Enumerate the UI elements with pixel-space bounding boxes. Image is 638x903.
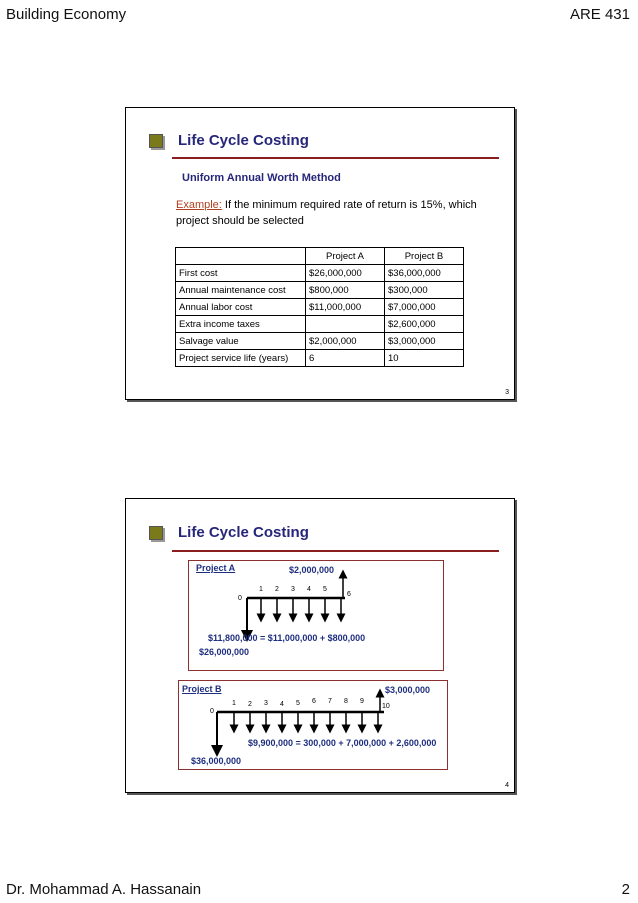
project-b-label: Project B — [182, 684, 222, 694]
tick-label: 9 — [360, 698, 364, 705]
table-cell: $300,000 — [385, 282, 464, 299]
slide-page-number: 4 — [505, 782, 509, 789]
table-cell: Project service life (years) — [176, 350, 306, 367]
tick-label: 8 — [344, 698, 348, 705]
project-a-label: Project A — [196, 563, 236, 573]
slide-page-number: 3 — [505, 389, 509, 396]
table-cell: $3,000,000 — [385, 333, 464, 350]
table-row — [176, 299, 464, 316]
table-cell: $2,000,000 — [306, 333, 385, 350]
tick-label: 3 — [291, 586, 295, 593]
table-cell: First cost — [176, 265, 306, 282]
slide-uniform-annual-worth — [125, 107, 515, 400]
slide-cash-flow-diagrams — [125, 498, 515, 793]
table-row — [176, 333, 464, 350]
tick-label: 0 — [210, 708, 214, 715]
table-cell: Annual maintenance cost — [176, 282, 306, 299]
tick-label: 3 — [264, 700, 268, 707]
title-rule — [172, 550, 499, 552]
table-row — [176, 316, 464, 333]
tick-label: 5 — [296, 700, 300, 707]
example-text — [176, 197, 496, 229]
project-b-first-cost: $36,000,000 — [191, 756, 242, 766]
tick-label: 6 — [312, 698, 316, 705]
tick-label: 2 — [275, 586, 279, 593]
project-a-salvage: $2,000,000 — [289, 565, 335, 575]
title-bullet-icon — [149, 134, 163, 148]
table-header-row — [176, 248, 464, 265]
table-cell: $11,000,000 — [306, 299, 385, 316]
slide-title: Life Cycle Costing — [178, 132, 309, 149]
tick-label: 0 — [238, 595, 242, 602]
table-row — [176, 282, 464, 299]
table-cell: Salvage value — [176, 333, 306, 350]
table-cell: $7,000,000 — [385, 299, 464, 316]
project-a-first-cost: $26,000,000 — [199, 647, 250, 657]
project-b-annual-cost: $9,900,000 = 300,000 + 7,000,000 + 2,600,000 — [248, 738, 437, 748]
table-cell: Annual labor cost — [176, 299, 306, 316]
table-cell: Extra income taxes — [176, 316, 306, 333]
tick-label: 6 — [347, 591, 351, 598]
project-b-salvage: $3,000,000 — [385, 685, 431, 695]
tick-label: 2 — [248, 701, 252, 708]
table-row — [176, 350, 464, 367]
slide-title: Life Cycle Costing — [178, 524, 309, 541]
tick-label: 1 — [259, 586, 263, 593]
example-body: If the minimum required rate of return is 15%, which project should be selected — [176, 199, 477, 227]
cost-table — [175, 247, 464, 367]
table-header-cell: Project A — [306, 248, 385, 265]
tick-label: 4 — [280, 701, 284, 708]
table-cell: 6 — [306, 350, 385, 367]
table-cell: $800,000 — [306, 282, 385, 299]
example-lead: Example: — [176, 199, 222, 211]
title-bullet-icon — [149, 526, 163, 540]
tick-label: 7 — [328, 698, 332, 705]
header-right: ARE 431 — [569, 6, 630, 23]
table-cell: $26,000,000 — [306, 265, 385, 282]
tick-label: 4 — [307, 586, 311, 593]
header-left: Building Economy — [6, 6, 127, 23]
table-row — [176, 265, 464, 282]
table-cell: 10 — [385, 350, 464, 367]
footer-author: Dr. Mohammad A. Hassanain — [6, 881, 202, 898]
project-a-diagram — [188, 560, 444, 671]
table-cell: $2,600,000 — [385, 316, 464, 333]
table-cell: $36,000,000 — [385, 265, 464, 282]
footer-page-number: 2 — [621, 881, 630, 898]
project-b-diagram — [178, 680, 448, 770]
table-header-cell — [176, 248, 306, 265]
table-cell — [306, 316, 385, 333]
project-a-annual-cost: $11,800,000 = $11,000,000 + $800,000 — [208, 633, 366, 643]
tick-label: 10 — [382, 703, 390, 710]
slide-subtitle: Uniform Annual Worth Method — [182, 172, 341, 184]
title-rule — [172, 157, 499, 159]
tick-label: 1 — [232, 700, 236, 707]
tick-label: 5 — [323, 586, 327, 593]
table-header-cell: Project B — [385, 248, 464, 265]
